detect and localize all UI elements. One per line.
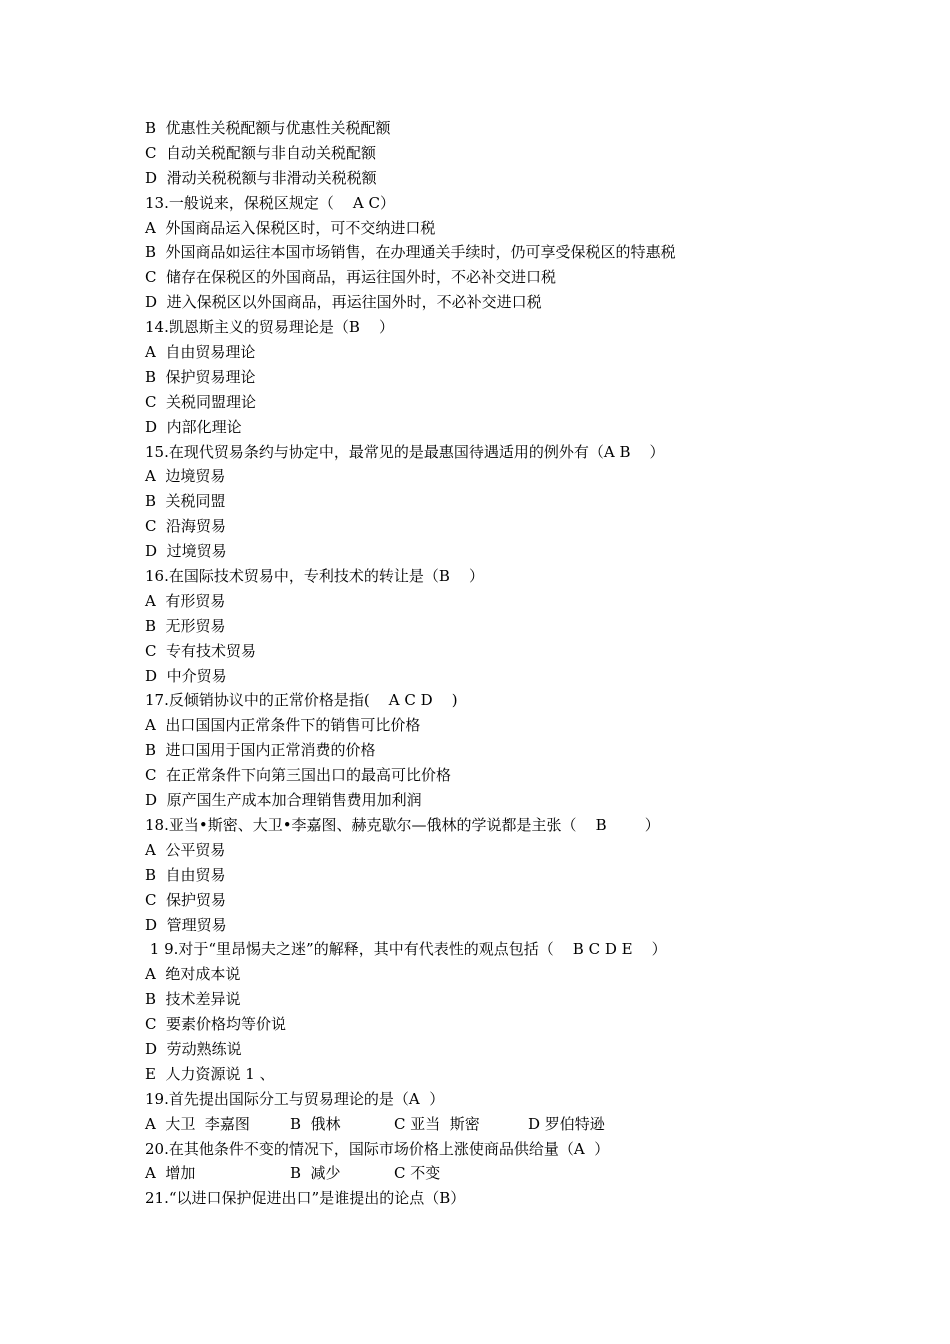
option-line: A 公平贸易	[145, 840, 226, 859]
option-line: A 外国商品运入保税区时，可不交纳进口税	[145, 218, 436, 237]
option-line: C 在正常条件下向第三国出口的最高可比价格	[145, 766, 452, 785]
option-b: B 俄林	[290, 1114, 341, 1133]
option-line: D 管理贸易	[145, 915, 227, 934]
question-16: 16.在国际技术贸易中，专利技术的转让是（B ）	[145, 567, 484, 586]
option-line: D 原产国生产成本加合理销售费用加利润	[145, 791, 422, 810]
question-15: 15.在现代贸易条约与协定中，最常见的是最惠国待遇适用的例外有（A B ）	[145, 442, 665, 461]
option-c: C 不变	[394, 1164, 441, 1183]
question-21: 21.“以进口保护促进出口”是谁提出的论点（B）	[145, 1189, 466, 1208]
option-line: A 自由贸易理论	[145, 343, 256, 362]
option-b: B 减少	[290, 1164, 341, 1183]
option-line: A 绝对成本说	[145, 965, 241, 984]
option-line: C 要素价格均等价说	[145, 1015, 287, 1034]
option-line: D 进入保税区以外国商品，再运往国外时，不必补交进口税	[145, 293, 542, 312]
question-19-leontief: 1 9.对于“里昂惕夫之迷”的解释，其中有代表性的观点包括（ B C D E ）	[145, 940, 667, 959]
question-19-options	[145, 1112, 845, 1137]
option-line: B 进口国用于国内正常消费的价格	[145, 741, 376, 760]
option-line: B 自由贸易	[145, 865, 226, 884]
option-line: B 优惠性关税配额与优惠性关税配额	[145, 119, 391, 137]
option-line: D 滑动关税税额与非滑动关税税额	[145, 168, 377, 187]
option-line: D 内部化理论	[145, 417, 242, 436]
option-line: B 技术差异说	[145, 990, 241, 1009]
question-20-options	[145, 1161, 845, 1186]
option-line: C 自动关税配额与非自动关税配额	[145, 143, 377, 162]
question-14: 14.凯恩斯主义的贸易理论是（B ）	[145, 318, 394, 337]
option-line: C 沿海贸易	[145, 517, 227, 536]
option-c: C 亚当 斯密	[394, 1114, 480, 1133]
option-line: A 有形贸易	[145, 591, 226, 610]
option-a: A 增加	[145, 1164, 196, 1183]
option-line: B 外国商品如运往本国市场销售，在办理通关手续时，仍可享受保税区的特惠税	[145, 243, 676, 262]
option-line: C 保护贸易	[145, 890, 227, 909]
option-d: D 罗伯特逊	[528, 1114, 605, 1133]
option-line: D 劳动熟练说	[145, 1039, 242, 1058]
option-line: C 关税同盟理论	[145, 392, 257, 411]
option-line: A 出口国国内正常条件下的销售可比价格	[145, 716, 421, 735]
option-line: C 储存在保税区的外国商品，再运往国外时，不必补交进口税	[145, 268, 557, 287]
question-20: 20.在其他条件不变的情况下，国际市场价格上涨使商品供给量（A ）	[145, 1139, 610, 1158]
question-list	[145, 116, 845, 1211]
option-line: C 专有技术贸易	[145, 641, 257, 660]
option-a: A 大卫 李嘉图	[145, 1114, 250, 1133]
question-17: 17.反倾销协议中的正常价格是指( A C D )	[145, 691, 458, 710]
question-13: 13.一般说来，保税区规定（ A C）	[145, 193, 396, 212]
question-18: 18.亚当•斯密、大卫•李嘉图、赫克歇尔—俄林的学说都是主张（ B ）	[145, 815, 660, 834]
option-line: B 关税同盟	[145, 492, 226, 511]
question-19: 19.首先提出国际分工与贸易理论的是（A ）	[145, 1089, 445, 1108]
option-line: B 无形贸易	[145, 616, 226, 635]
option-line: A 边境贸易	[145, 467, 226, 486]
option-line: D 中介贸易	[145, 666, 227, 685]
option-line: E 人力资源说 1 、	[145, 1064, 275, 1083]
option-line: D 过境贸易	[145, 542, 227, 561]
option-line: B 保护贸易理论	[145, 367, 256, 386]
